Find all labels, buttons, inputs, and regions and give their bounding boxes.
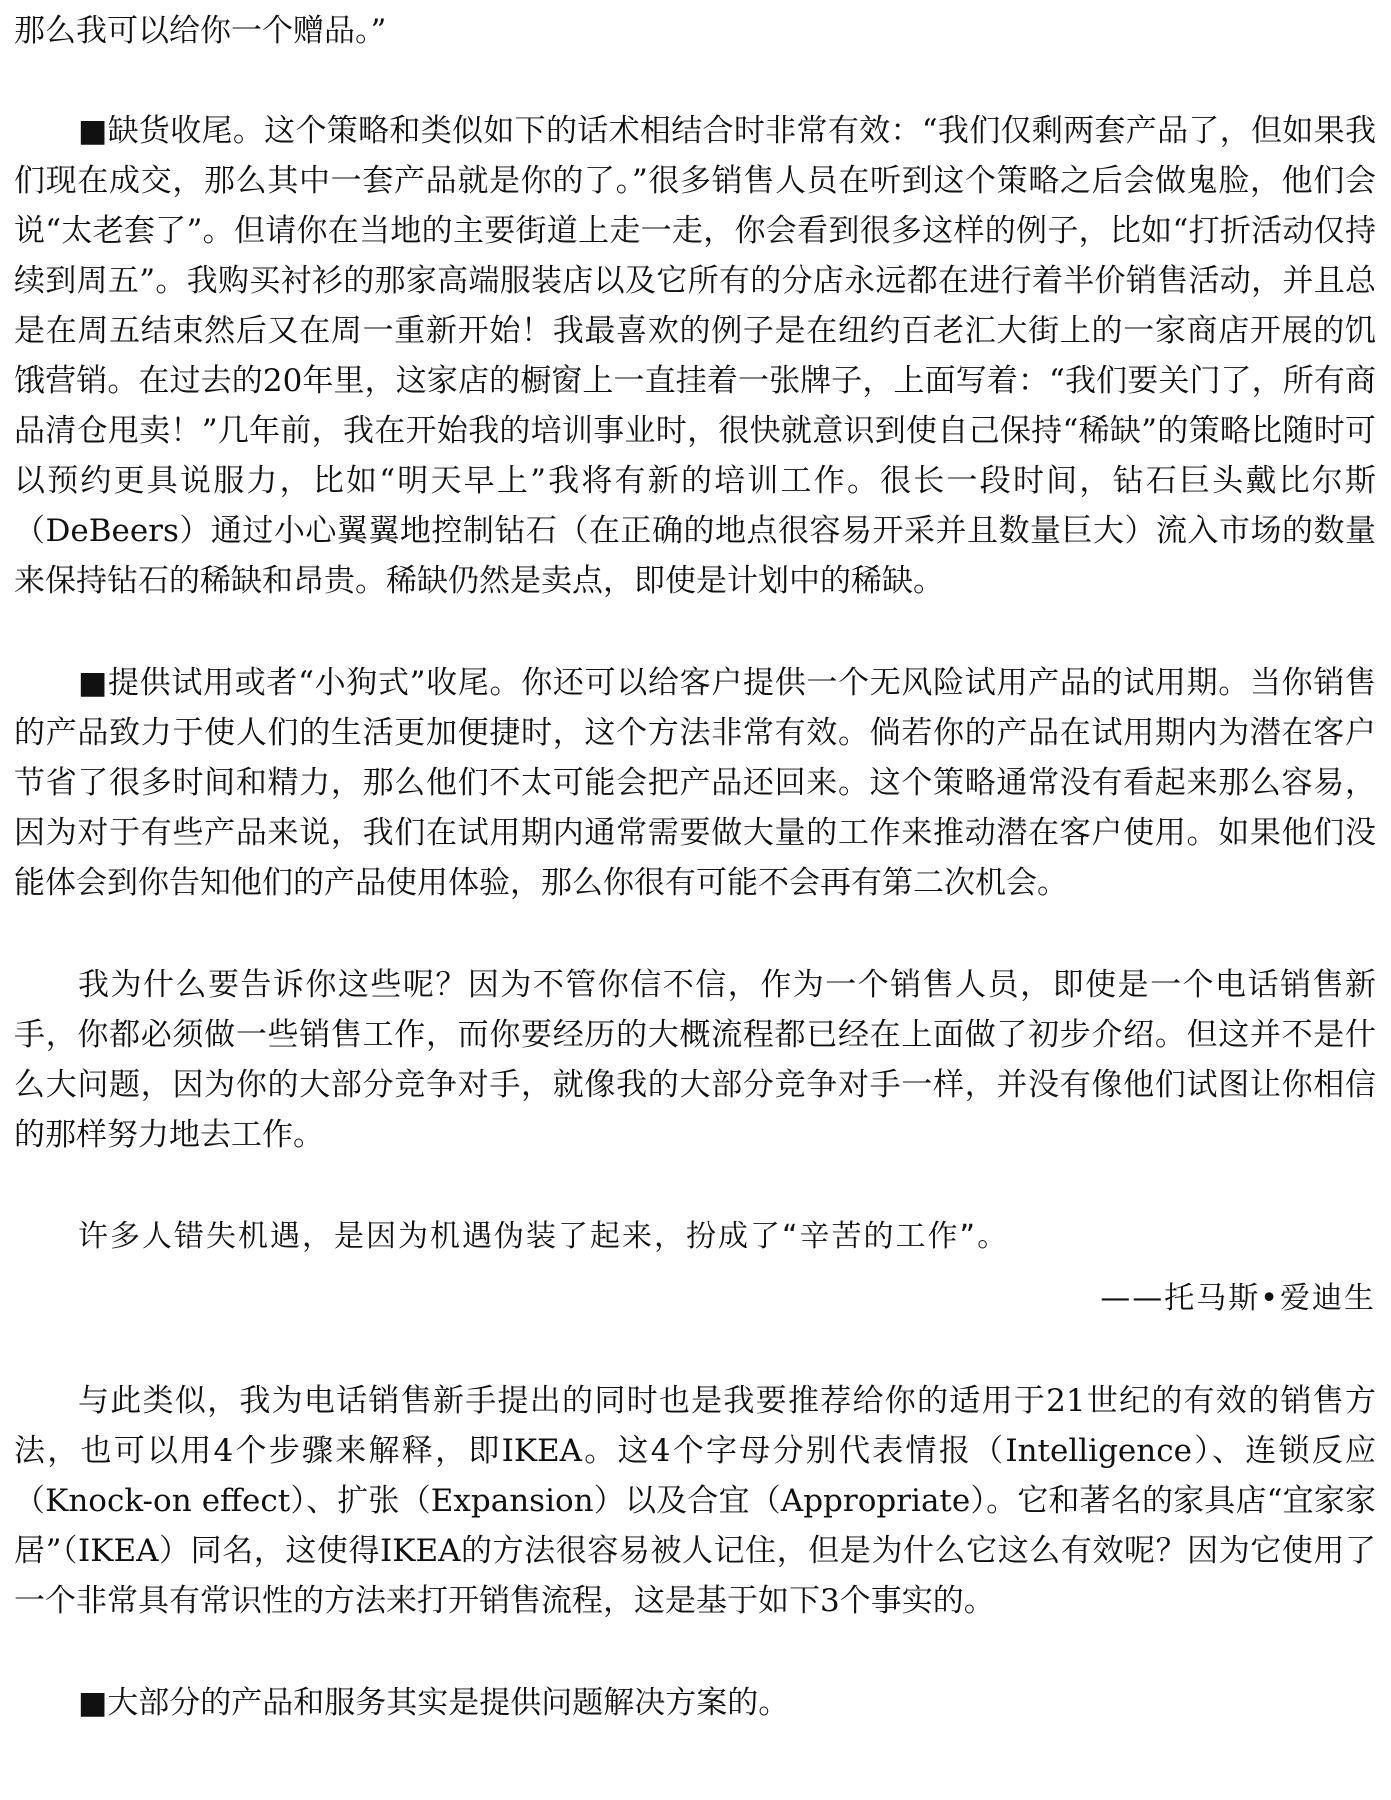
paragraph-bullet-solutions: ■大部分的产品和服务其实是提供问题解决方案的。 (78, 1685, 790, 1721)
document-page (14, 6, 1376, 1728)
edison-quote: 许多人错失机遇，是因为机遇伪装了起来，扮成了“辛苦的工作”。 (78, 1219, 1010, 1254)
paragraph-continuation: 那么我可以给你一个赠品。” (14, 13, 387, 49)
paragraph-why-tell: 我为什么要告诉你这些呢？因为不管你信不信，作为一个销售人员，即使是一个电话销售新手，你都必须做一些销售工作，而你要经历的大概流程都已经在上面做了初步介绍。但这并不是什么大问题，因为你的大部分竞争对手，就像我的大部分竞争对手一样，并没有像他们试图让你相信的那样努力地去工作。 (14, 967, 1376, 1153)
quote-attribution: ——托马斯•爱迪生 (1100, 1281, 1376, 1316)
paragraph-ikea-method: 与此类似，我为电话销售新手提出的同时也是我要推荐给你的适用于21世纪的有效的销售方法，也可以用4个步骤来解释，即IKEA。这4个字母分别代表情报（Intelligence）、连锁反应（Knock-on effect）、扩张（Expansion）以及合宜（Appropriate）。它和著名的家具店“宜家家居”（IKEA）同名，这使得IKEA的方法很容易被人记住，但是为什么它这么有效呢？因为它使用了一个非常具有常识性的方法来打开销售流程，这是基于如下3个事实的。 (14, 1383, 1376, 1619)
paragraph-trial-close: ■提供试用或者“小狗式”收尾。你还可以给客户提供一个无风险试用产品的试用期。当你销售的产品致力于使人们的生活更加便捷时，这个方法非常有效。倘若你的产品在试用期内为潜在客户节省了很多时间和精力，那么他们不太可能会把产品还回来。这个策略通常没有看起来那么容易，因为对于有些产品来说，我们在试用期内通常需要做大量的工作来推动潜在客户使用。如果他们没能体会到你告知他们的产品使用体验，那么你很有可能不会再有第二次机会。 (14, 665, 1376, 901)
paragraph-scarcity-close: ■缺货收尾。这个策略和类似如下的话术相结合时非常有效：“我们仅剩两套产品了，但如果我们现在成交，那么其中一套产品就是你的了。”很多销售人员在听到这个策略之后会做鬼脸，他们会说“太老套了”。但请你在当地的主要街道上走一走，你会看到很多这样的例子，比如“打折活动仅持续到周五”。我购买衬衫的那家高端服装店以及它所有的分店永远都在进行着半价销售活动，并且总是在周五结束然后又在周一重新开始！我最喜欢的例子是在纽约百老汇大街上的一家商店开展的饥饿营销。在过去的20年里，这家店的橱窗上一直挂着一张牌子，上面写着：“我们要关门了，所有商品清仓甩卖！”几年前，我在开始我的培训事业时，很快就意识到使自己保持“稀缺”的策略比随时可以预约更具说服力，比如“明天早上”我将有新的培训工作。很长一段时间，钻石巨头戴比尔斯（DeBeers）通过小心翼翼地控制钻石（在正确的地点很容易开采并且数量巨大）流入市场的数量来保持钻石的稀缺和昂贵。稀缺仍然是卖点，即使是计划中的稀缺。 (14, 113, 1376, 599)
